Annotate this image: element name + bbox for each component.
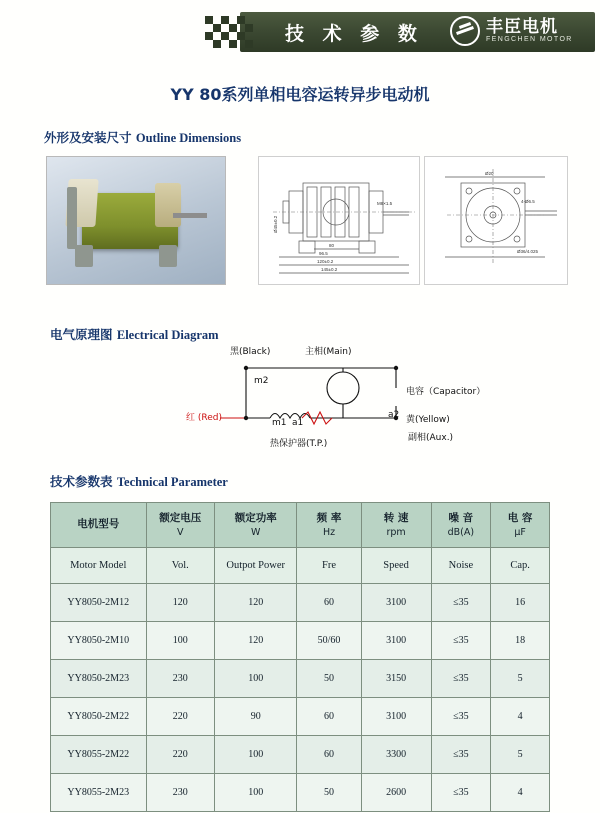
cell-frequency: 50 <box>297 660 361 698</box>
svg-text:Ø36/4.025: Ø36/4.025 <box>517 249 539 254</box>
cell-capacitor: 5 <box>491 736 550 774</box>
svg-text:145±0.2: 145±0.2 <box>321 267 338 272</box>
table-row <box>51 774 550 812</box>
header-model <box>51 503 147 548</box>
cell-voltage: 120 <box>146 584 215 622</box>
cell-power: 100 <box>215 660 297 698</box>
cell-capacitor: 5 <box>491 660 550 698</box>
section-title-electrical-en: Electrical Diagram <box>116 328 219 342</box>
section-title-outline-en: Outline Dimensions <box>135 131 242 145</box>
cell-power: 90 <box>215 698 297 736</box>
electrical-diagram <box>186 347 550 460</box>
header-en-model: Motor Model <box>51 548 147 584</box>
header-title: 技 术 参 数 <box>285 23 423 45</box>
page-title: YY 80系列单相电容运转异步电动机 <box>170 85 430 104</box>
cell-model: YY8050-2M23 <box>51 660 147 698</box>
cell-noise: ≤35 <box>431 698 491 736</box>
cell-voltage: 230 <box>146 774 215 812</box>
section-title-parameter-en: Technical Parameter <box>116 475 228 489</box>
label-m2: m2 <box>254 376 269 386</box>
label-yellow: 黄(Yellow) <box>406 415 450 425</box>
motor-coil-right <box>155 183 181 227</box>
cell-noise: ≤35 <box>431 584 491 622</box>
label-aux: 副相(Aux.) <box>408 433 454 443</box>
motor-shaft <box>173 213 207 218</box>
svg-text:96.5: 96.5 <box>319 251 328 256</box>
cell-frequency: 60 <box>297 698 361 736</box>
table-row <box>51 584 550 622</box>
label-thermal-protector: 热保护器(T.P.) <box>270 439 328 449</box>
label-a2: a2 <box>388 410 400 420</box>
header-en-capacitor: Cap. <box>491 548 550 584</box>
header-noise-unit: dB(A) <box>447 526 475 538</box>
table-row <box>51 660 550 698</box>
section-title-outline <box>44 128 241 146</box>
cell-noise: ≤35 <box>431 660 491 698</box>
brand-logo-block <box>450 16 573 46</box>
cell-noise: ≤35 <box>431 774 491 812</box>
cell-voltage: 100 <box>146 622 215 660</box>
motor-end-bracket <box>67 187 77 249</box>
cell-speed: 3100 <box>361 698 431 736</box>
cell-power: 100 <box>215 774 297 812</box>
header-en-frequency: Fre <box>297 548 361 584</box>
motor-foot-left <box>75 245 93 267</box>
table-row <box>51 622 550 660</box>
cell-capacitor: 18 <box>491 622 550 660</box>
label-m1: m1 <box>272 418 287 428</box>
brand-name-cn: 丰臣电机 <box>486 16 558 37</box>
header-power-cn: 额定功率 <box>234 511 277 524</box>
cell-model: YY8055-2M22 <box>51 736 147 774</box>
header-capacitor-cn: 电 容 <box>507 511 533 524</box>
table-header-row-en <box>51 548 550 584</box>
cell-model: YY8055-2M23 <box>51 774 147 812</box>
header-voltage <box>146 503 215 548</box>
cell-capacitor: 16 <box>491 584 550 622</box>
table-row <box>51 736 550 774</box>
cell-voltage: 220 <box>146 736 215 774</box>
header-frequency-unit: Hz <box>322 526 336 538</box>
outline-drawing-side-view <box>258 156 420 285</box>
cell-model: YY8050-2M10 <box>51 622 147 660</box>
cell-frequency: 50/60 <box>297 622 361 660</box>
svg-text:M8×1.5: M8×1.5 <box>377 201 393 206</box>
cell-noise: ≤35 <box>431 622 491 660</box>
cell-noise: ≤35 <box>431 736 491 774</box>
technical-parameter-table <box>50 502 550 812</box>
outline-drawing-front-view <box>424 156 568 285</box>
svg-text:80: 80 <box>329 243 335 248</box>
svg-text:Ø20: Ø20 <box>485 171 494 176</box>
section-title-parameter <box>50 472 228 490</box>
header-noise-cn: 噪 音 <box>448 511 474 524</box>
front-view-svg <box>425 157 567 284</box>
header-en-power: Outpot Power <box>215 548 297 584</box>
label-black: 黑(Black) <box>230 347 271 357</box>
header-en-noise: Noise <box>431 548 491 584</box>
header-voltage-unit: V <box>177 526 184 538</box>
header-voltage-cn: 额定电压 <box>159 511 202 524</box>
header-frequency-cn: 频 率 <box>316 511 342 524</box>
header-en-speed: Speed <box>361 548 431 584</box>
header-speed-cn: 转 速 <box>383 511 409 524</box>
header-frequency <box>297 503 361 548</box>
cell-voltage: 230 <box>146 660 215 698</box>
side-view-svg <box>259 157 419 284</box>
label-main: 主相(Main) <box>305 347 352 357</box>
cell-voltage: 220 <box>146 698 215 736</box>
svg-text:4-Ø6.5: 4-Ø6.5 <box>521 199 535 204</box>
section-title-electrical <box>50 325 219 343</box>
label-a1: a1 <box>292 418 304 428</box>
cell-power: 120 <box>215 584 297 622</box>
cell-frequency: 60 <box>297 736 361 774</box>
motor-foot-right <box>159 245 177 267</box>
brand-name-en: FENGCHEN MOTOR <box>486 36 573 44</box>
header-model-cn: 电机型号 <box>77 518 120 531</box>
label-red: 红 (Red) <box>186 413 222 423</box>
checker-pattern-icon <box>205 16 265 48</box>
header-speed <box>361 503 431 548</box>
header-capacitor <box>491 503 550 548</box>
header-noise <box>431 503 491 548</box>
cell-power: 120 <box>215 622 297 660</box>
header-en-voltage: Vol. <box>146 548 215 584</box>
cell-capacitor: 4 <box>491 774 550 812</box>
page-header <box>205 8 595 56</box>
cell-speed: 3300 <box>361 736 431 774</box>
svg-text:120±0.2: 120±0.2 <box>317 259 334 264</box>
cell-speed: 3100 <box>361 622 431 660</box>
section-title-electrical-cn: 电气原理图 <box>50 327 117 342</box>
header-capacitor-unit: μF <box>514 526 526 538</box>
cell-capacitor: 4 <box>491 698 550 736</box>
svg-text:Ø45±0.2: Ø45±0.2 <box>273 215 278 233</box>
electrical-diagram-svg <box>210 348 550 460</box>
section-title-parameter-cn: 技术参数表 <box>50 474 117 489</box>
header-power-unit: W <box>251 526 261 538</box>
cell-model: YY8050-2M12 <box>51 584 147 622</box>
cell-frequency: 50 <box>297 774 361 812</box>
motor-photo <box>46 156 226 285</box>
cell-speed: 3100 <box>361 584 431 622</box>
cell-speed: 2600 <box>361 774 431 812</box>
fengchen-logo-icon <box>450 16 480 46</box>
label-capacitor: 电容（Capacitor） <box>406 387 486 397</box>
header-speed-unit: rpm <box>386 526 406 538</box>
section-title-outline-cn: 外形及安装尺寸 <box>44 130 136 145</box>
table-row <box>51 698 550 736</box>
header-power <box>215 503 297 548</box>
cell-model: YY8050-2M22 <box>51 698 147 736</box>
cell-power: 100 <box>215 736 297 774</box>
table-header-row-cn <box>51 503 550 548</box>
cell-speed: 3150 <box>361 660 431 698</box>
cell-frequency: 60 <box>297 584 361 622</box>
